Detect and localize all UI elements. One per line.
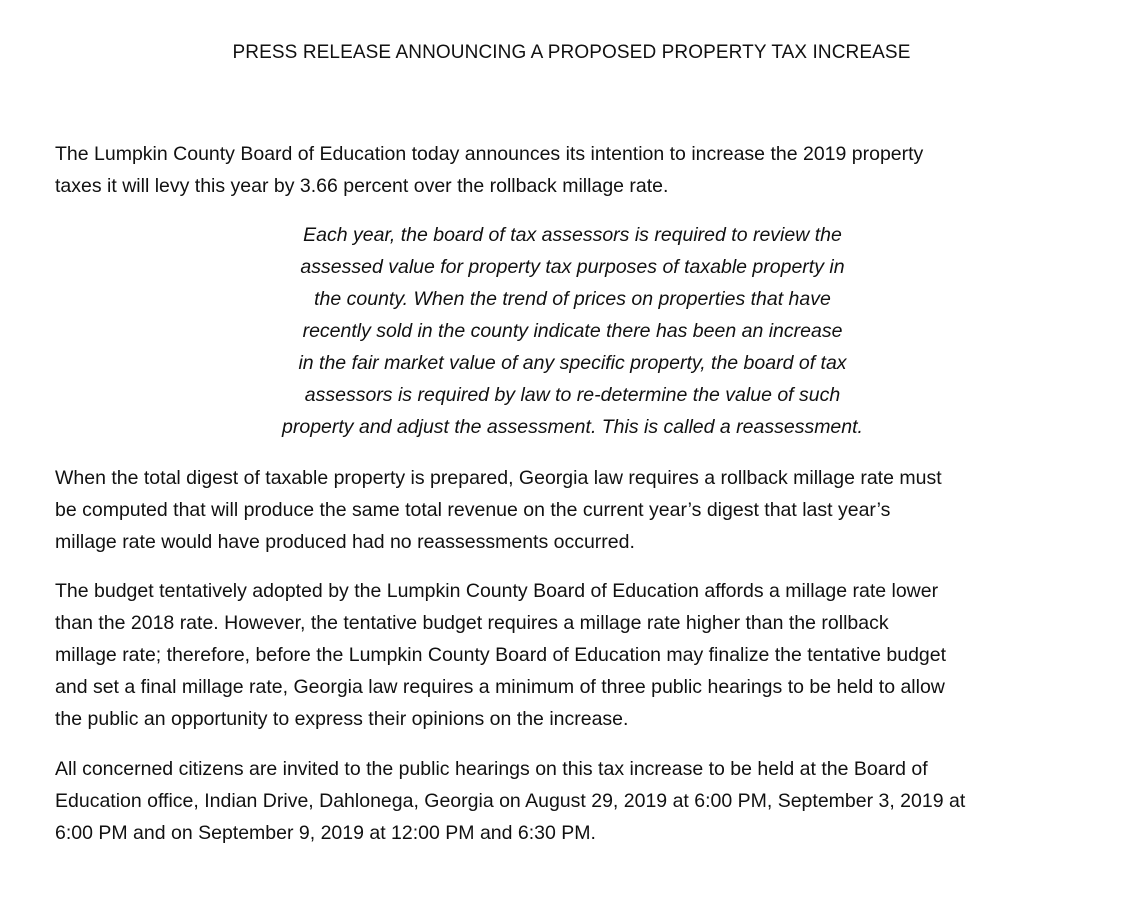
budget-line: the public an opportunity to express their opinions on the increase. [55, 708, 629, 730]
page-title: PRESS RELEASE ANNOUNCING A PROPOSED PROPERTY TAX INCREASE [232, 42, 911, 63]
budget-paragraph [55, 575, 1095, 735]
hearings-line: 6:00 PM and on September 9, 2019 at 12:00 PM and 6:30 PM. [55, 822, 596, 844]
budget-line: and set a final millage rate, Georgia law requires a minimum of three public hearings to be held to allow [55, 676, 945, 698]
intro-line: taxes it will levy this year by 3.66 percent over the rollback millage rate. [55, 175, 669, 197]
hearings-line: All concerned citizens are invited to the public hearings on this tax increase to be held at the Board of [55, 758, 928, 780]
budget-line: millage rate; therefore, before the Lumpkin County Board of Education may finalize the tentative budget [55, 644, 947, 666]
hearings-paragraph [55, 753, 1095, 849]
rollback-paragraph [55, 462, 1095, 558]
quote-line: property and adjust the assessment. This is called a reassessment. [282, 416, 863, 438]
quote-line: in the fair market value of any specific property, the board of tax [298, 352, 847, 374]
quote-line: the county. When the trend of prices on properties that have [314, 288, 831, 310]
rollback-line: millage rate would have produced had no reassessments occurred. [55, 531, 635, 553]
quote-line: Each year, the board of tax assessors is required to review the [303, 224, 842, 246]
rollback-line: When the total digest of taxable property is prepared, Georgia law requires a rollback millage rate must [55, 467, 942, 489]
hearings-line: Education office, Indian Drive, Dahlonega, Georgia on August 29, 2019 at 6:00 PM, September 3, 2019 at [55, 790, 966, 812]
budget-line: The budget tentatively adopted by the Lumpkin County Board of Education affords a millage rate lower [55, 580, 939, 602]
quote-line: assessed value for property tax purposes of taxable property in [300, 256, 845, 278]
intro-line: The Lumpkin County Board of Education today announces its intention to increase the 2019 property [55, 143, 924, 165]
quote-line: assessors is required by law to re-determine the value of such [304, 384, 841, 406]
reassessment-quote [240, 219, 905, 443]
rollback-line: be computed that will produce the same total revenue on the current year’s digest that last year’s [55, 499, 891, 521]
quote-line: recently sold in the county indicate there has been an increase [302, 320, 843, 342]
budget-line: than the 2018 rate. However, the tentative budget requires a millage rate higher than the rollback [55, 612, 889, 634]
intro-paragraph [55, 138, 1095, 202]
